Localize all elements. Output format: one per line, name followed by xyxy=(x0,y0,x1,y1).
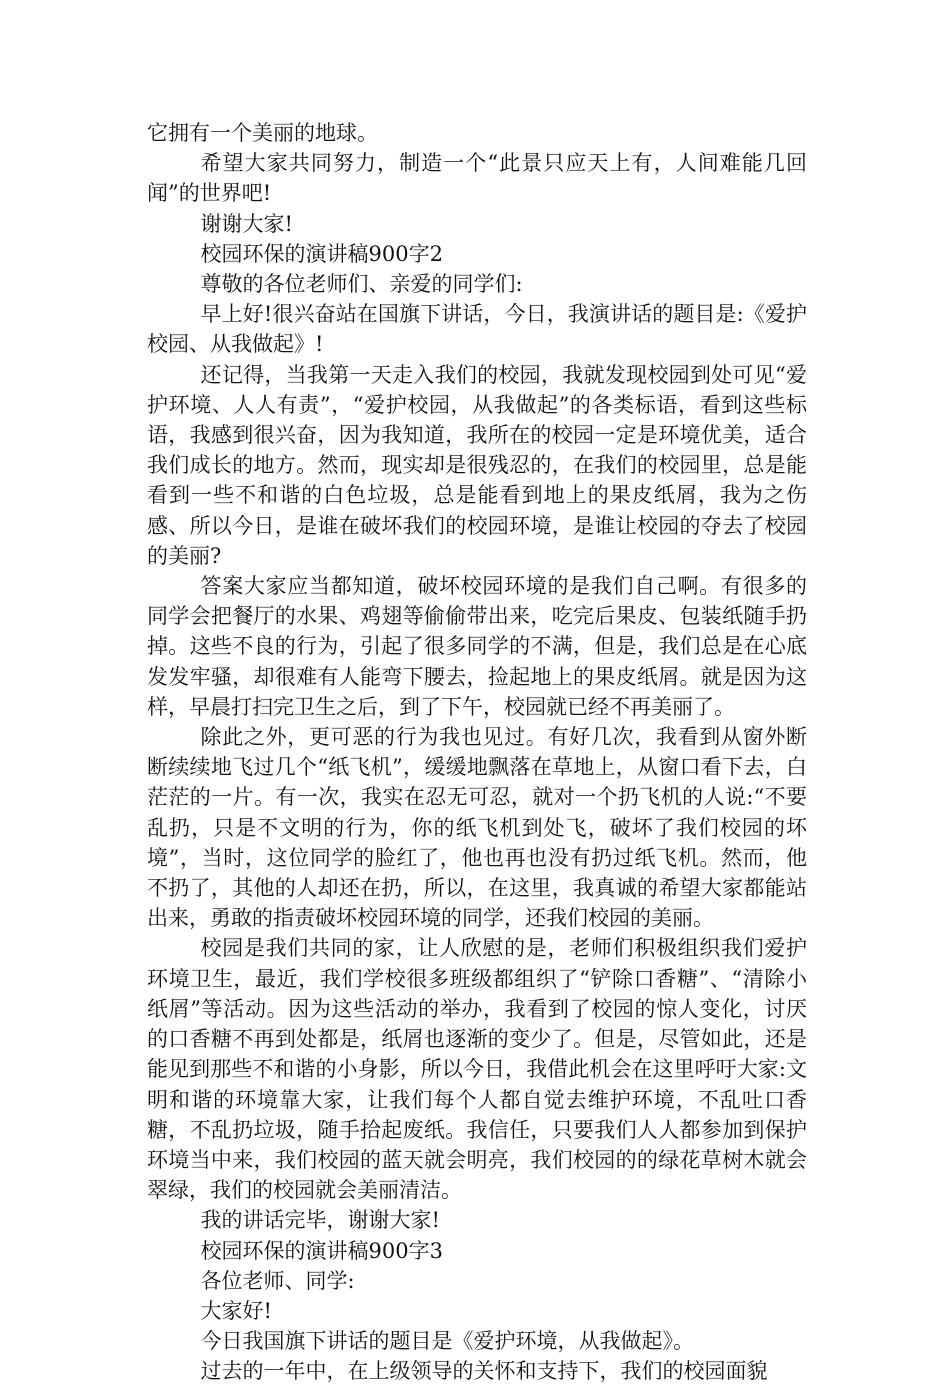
paragraph: 早上好!很兴奋站在国旗下讲话，今日，我演讲话的题目是:《爱护校园、从我做起》! xyxy=(147,302,807,357)
section-heading: 校园环保的演讲稿900字2 xyxy=(200,241,443,266)
paragraph: 过去的一年中，在上级领导的关怀和支持下，我们的校园面貌 xyxy=(200,1359,768,1384)
document-body xyxy=(147,118,807,1387)
paragraph: 它拥有一个美丽的地球。 xyxy=(147,121,378,145)
salutation: 各位老师、同学: xyxy=(200,1268,355,1293)
paragraph: 还记得，当我第一天走入我们的校园，我就发现校园到处可见“爱护环境、人人有责”，“爱护校园，从我做起”的各类标语，看到这些标语，我感到很兴奋，因为我知道，我所在的校园一定是环境优美，适合我们成长的地方。然而，现实却是很残忍的，在我们的校园里，总是能看到一些不和谐的白色垃圾，总是能看到地上的果皮纸屑，我为之伤感、所以今日，是谁在破坏我们的校园环境，是谁让校园的夺去了校园的美丽? xyxy=(147,362,807,568)
paragraph: 谢谢大家! xyxy=(200,211,293,236)
paragraph: 我的讲话完毕，谢谢大家! xyxy=(200,1208,440,1233)
paragraph: 除此之外，更可恶的行为我也见过。有好几次，我看到从窗外断断续续地飞过几个“纸飞机”，缓缓地飘落在草地上，从窗口看下去，白茫茫的一片。有一次，我实在忍无可忍，就对一个扔飞机的人说:“不要乱扔，只是不文明的行为，你的纸飞机到处飞，破坏了我们校园的坏境”，当时，这位同学的脸红了，他也再也没有扔过纸飞机。然而，他不扔了，其他的人却还在扔，所以，在这里，我真诚的希望大家都能站出来，勇敢的指责破坏校园环境的同学，还我们校园的美丽。 xyxy=(147,725,807,931)
paragraph: 今日我国旗下讲话的题目是《爱护环境，从我做起》。 xyxy=(200,1329,695,1354)
paragraph: 校园是我们共同的家，让人欣慰的是，老师们积极组织我们爱护环境卫生，最近，我们学校很多班级都组织了“铲除口香糖”、“清除小纸屑”等活动。因为这些活动的举办，我看到了校园的惊人变化，讨厌的口香糖不再到处都是，纸屑也逐渐的变少了。但是，尽管如此，还是能见到那些不和谐的小身影，所以今日，我借此机会在这里呼吁大家:文明和谐的环境靠大家，让我们每个人都自觉去维护环境，不乱吐口香糖，不乱扔垃圾，随手拾起废纸。我信任，只要我们人人都参加到保护环境当中来，我们校园的蓝天就会明亮，我们校园的的绿花草树木就会翠绿，我们的校园就会美丽清洁。 xyxy=(147,936,807,1203)
salutation: 尊敬的各位老师们、亲爱的同学们: xyxy=(200,272,523,297)
paragraph: 希望大家共同努力，制造一个“此景只应天上有，人间难能几回闻”的世界吧! xyxy=(147,151,807,206)
section-heading: 校园环保的演讲稿900字3 xyxy=(200,1238,443,1263)
paragraph: 答案大家应当都知道，破坏校园环境的是我们自己啊。有很多的同学会把餐厅的水果、鸡翅等偷偷带出来，吃完后果皮、包装纸随手扔掉。这些不良的行为，引起了很多同学的不满，但是，我们总是在心底发发牢骚，却很难有人能弯下腰去，捡起地上的果皮纸屑。就是因为这样，早晨打扫完卫生之后，到了下午，校园就已经不再美丽了。 xyxy=(147,574,807,719)
paragraph: 大家好! xyxy=(200,1298,272,1323)
